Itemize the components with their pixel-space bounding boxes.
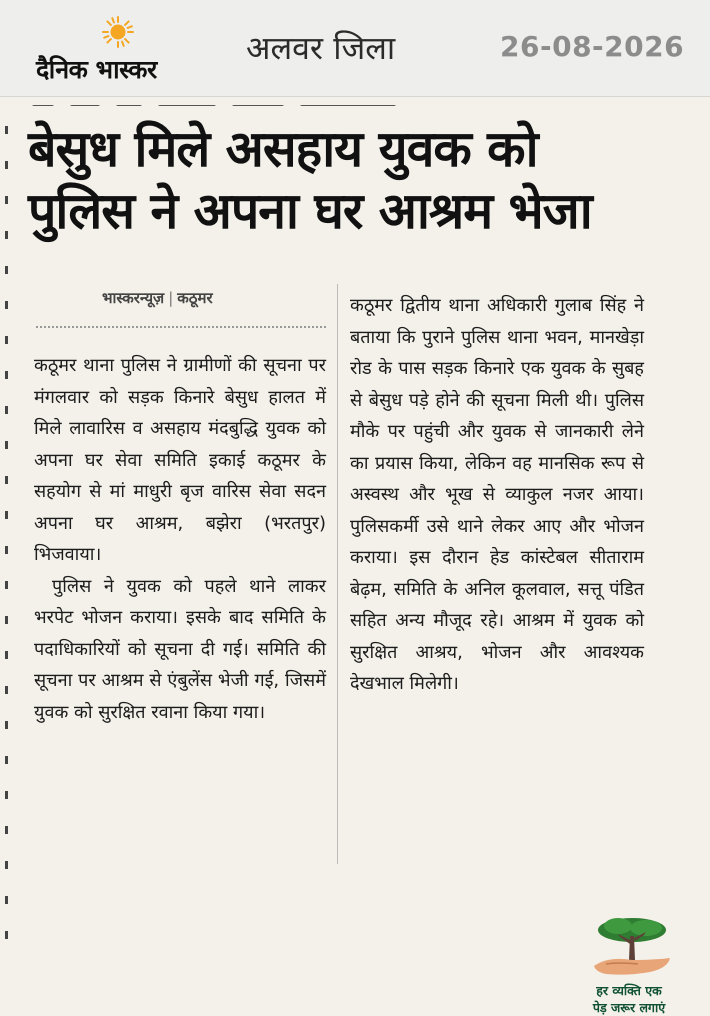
byline-separator: | <box>168 289 174 307</box>
edition-date: 26-08-2026 <box>500 30 685 63</box>
byline-agency: भास्करन्यूज़ <box>102 289 165 307</box>
headline-line-1: बेसुध मिले असहाय युवक को <box>28 120 538 178</box>
tree-in-hand-icon <box>588 916 676 978</box>
newspaper-header <box>0 0 710 97</box>
newspaper-clipping <box>0 96 710 1015</box>
paragraph-2: पुलिस ने युवक को पहले थाने लाकर भरपेट भोजन कराया। इसके बाद समिति के पदाधिकारियों को सूचना दी गई। समिति की सूचना पर आश्रम से एंबुलेंस भेजी गई, जिसमें युवक को सुरक्षित रवाना किया गया। <box>34 575 326 723</box>
sun-icon <box>102 16 134 48</box>
headline-line-2: पुलिस ने अपना घर आश्रम भेजा <box>28 182 592 240</box>
tree-slogan <box>566 982 692 1016</box>
slogan-line-1: हर व्यक्ति एक <box>596 983 662 998</box>
newspaper-logo <box>36 14 206 84</box>
column-divider <box>337 284 338 864</box>
cropped-previous-line <box>32 96 472 106</box>
article-column-1 <box>34 350 326 728</box>
cropped-adjacent-column <box>0 126 16 926</box>
logo-text: दैनिक भास्कर <box>36 55 157 84</box>
article-column-2 <box>350 290 644 700</box>
district-name: अलवर जिला <box>246 29 396 67</box>
byline-place: कठूमर <box>177 289 213 307</box>
byline-rule <box>36 326 326 328</box>
slogan-line-2: पेड़ जरूर लगाएं <box>592 1000 666 1015</box>
paragraph-3: कठूमर द्वितीय थाना अधिकारी गुलाब सिंह ने बताया कि पुराने पुलिस थाना भवन, मानखेड़ा रोड के पास सड़क किनारे एक युवक के सुबह से बेसुध पड़े होने की सूचना मिली थी। पुलिस मौके पर पहुंची और युवक से जानकारी लेने का प्रयास किया, लेकिन वह मानसिक रूप से अस्वस्थ और भूख से व्याकुल नजर आया। पुलिसकर्मी उसे थाने लेकर आए और भोजन कराया। इस दौरान हेड कांस्टेबल सीताराम बेढ़म, समिति के अनिल कूलवाल, सत्तू पंडित सहित अन्य मौजूद रहे। आश्रम में युवक को सुरक्षित आश्रय, भोजन और आवश्यक देखभाल मिलेगी। <box>350 295 644 694</box>
paragraph-1: कठूमर थाना पुलिस ने ग्रामीणों की सूचना पर मंगलवार को सड़क किनारे बेसुध हालत में मिले लावारिस व असहाय मंदबुद्धि युवक को अपना घर सेवा समिति इकाई कठूमर के सहयोग से मां माधुरी बृज वारिस सेवा सदन अपना घर आश्रम, बझेरा (भरतपुर) भिजवाया। <box>34 355 326 565</box>
article-headline <box>28 118 688 242</box>
article-byline <box>102 288 213 308</box>
